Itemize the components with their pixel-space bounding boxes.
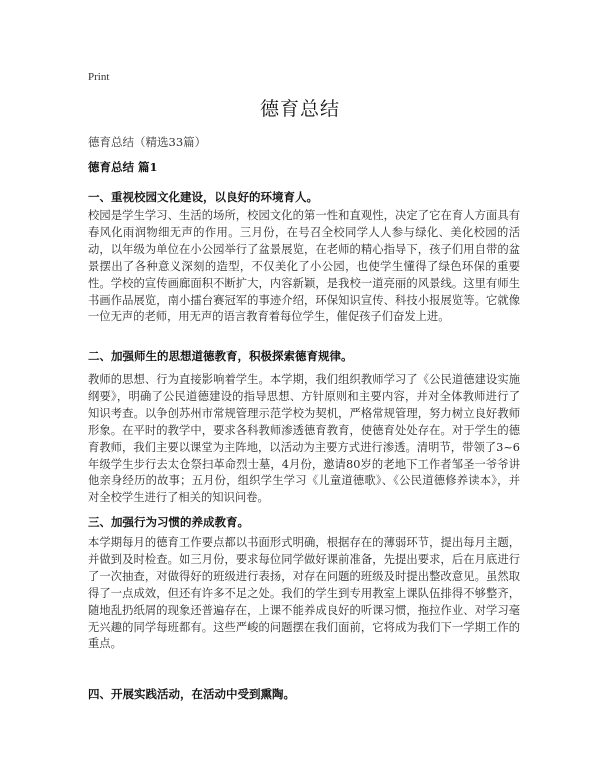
- page-title: 德育总结: [259, 98, 340, 120]
- heading-1: 一、重视校园文化建设，以良好的环境育人。: [88, 190, 318, 204]
- heading-2: 二、加强师生的思想道德教育，积极探索德育规律。: [88, 349, 353, 363]
- paragraph-2: 教师的思想、行为直接影响着学生。本学期，我们组织教师学习了《公民道德建设实施纲要》，明确了公民道德建设的指导思想、方针原则和主要内容，并对全体教师进行了知识考查。以争创苏州市常规管理示范学校为契机，严格常规管理，努力树立良好教师形象。在平时的教学中，要求各科教师渗透德育教育，使德育处处存在。对于学生的德育教师，我们主要以课堂为主阵地，以活动为主要方式进行渗透。清明节，带领了3~6年级学生步行去太仓祭扫革命烈士墓，4月份，邀请80岁的老地下工作者邹圣一爷爷讲他亲身经历的故事；五月份，组织学生学习《儿童道德歌》、《公民道德修养读本》，并对全校学生进行了相关的知识问卷。: [88, 373, 520, 505]
- heading-3: 三、加强行为习惯的养成教育。: [88, 515, 249, 529]
- heading-4: 四、开展实践活动，在活动中受到熏陶。: [88, 687, 295, 701]
- document-subtitle: 德育总结（精选33篇）: [88, 135, 207, 149]
- paragraph-1: 校园是学生学习、生活的场所，校园文化的第一性和直观性，决定了它在育人方面具有春风化雨润物细无声的作用。三月份，在号召全校同学人人参与绿化、美化校园的活动，以年级为单位在小公园举行了盆景展览，在老师的精心指导下，孩子们用自带的盆景摆出了各种意义深刻的造型，不仅美化了小公园，也使学生懂得了绿色环保的重要性。学校的宣传画廊面积不断扩大，内容新颖，是我校一道亮丽的风景线。这里有师生书画作品展览，南小擂台赛冠军的事迹介绍，环保知识宣传、科技小报展览等。它就像一位无声的老师，用无声的语言教育着每位学生，催促孩子们奋发上进。: [88, 209, 520, 324]
- paragraph-3: 本学期每月的德育工作要点都以书面形式明确，根据存在的薄弱环节，提出每月主题，并做到及时检查。如三月份，要求每位同学做好课前准备，先提出要求，后在月底进行了一次抽查，对做得好的班级进行表扬，对存在问题的班级及时提出整改意见。虽然取得了一点成效，但还有许多不足之处。我们的学生到专用教室上课队伍排得不够整齐，随地乱扔纸屑的现象还普遍存在，上课不能养成良好的听课习惯，拖拉作业、对学习毫无兴趣的同学每班都有。这些严峻的问题摆在我们面前，它将成为我们下一学期工作的重点。: [88, 536, 520, 651]
- section-title: 德育总结 篇1: [88, 160, 158, 174]
- print-link[interactable]: Print: [88, 71, 110, 83]
